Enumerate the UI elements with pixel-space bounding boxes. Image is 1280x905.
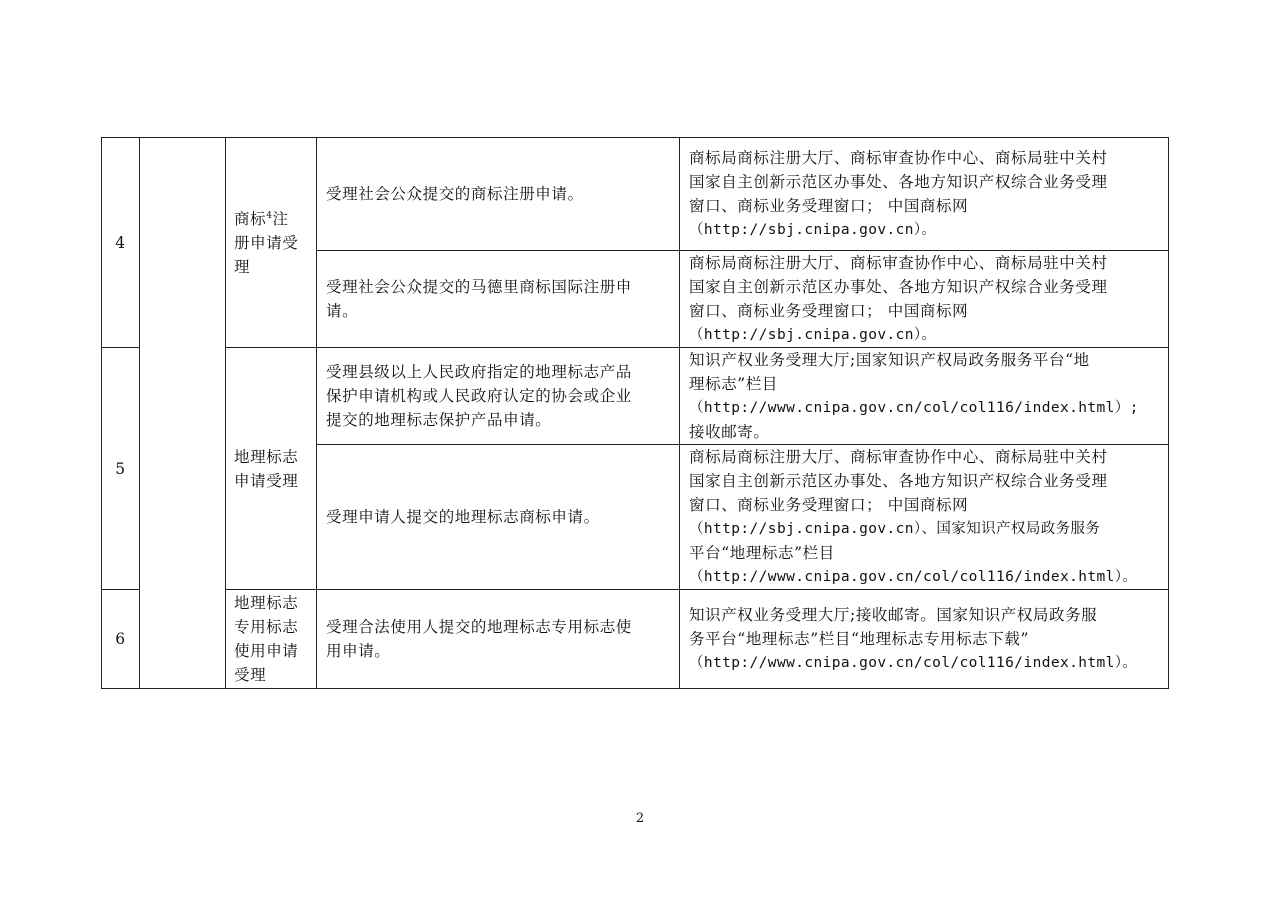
row-number: 5 — [102, 348, 140, 590]
location-cell: 商标局商标注册大厅、商标审查协作中心、商标局驻中关村 国家自主创新示范区办事处、各地方知识产权综合业务受理 窗口、商标业务受理窗口； 中国商标网 （http://sbj.cnipa.gov.cn）。 — [680, 138, 1169, 251]
description-cell: 受理社会公众提交的马德里商标国际注册申 请。 — [317, 251, 680, 348]
table-row — [102, 348, 1169, 445]
location-cell: 知识产权业务受理大厅;国家知识产权局政务服务平台“地 理标志”栏目 （http://www.cnipa.gov.cn/col/col116/index.html）; 接收邮寄。 — [680, 348, 1169, 445]
description-cell: 受理县级以上人民政府指定的地理标志产品 保护申请机构或人民政府认定的协会或企业 提交的地理标志保护产品申请。 — [317, 348, 680, 445]
description-cell: 受理合法使用人提交的地理标志专用标志使 用申请。 — [317, 590, 680, 689]
description-cell: 受理社会公众提交的商标注册申请。 — [317, 138, 680, 251]
row-number: 4 — [102, 138, 140, 348]
item-name-cell: 地理标志 申请受理 — [226, 348, 317, 590]
item-name-cell: 地理标志 专用标志 使用申请 受理 — [226, 590, 317, 689]
location-cell: 知识产权业务受理大厅;接收邮寄。国家知识产权局政务服 务平台“地理标志”栏目“地理标志专用标志下载” （http://www.cnipa.gov.cn/col/col116/index.html）。 — [680, 590, 1169, 689]
table-row — [102, 590, 1169, 689]
page-number: 2 — [635, 811, 645, 826]
location-cell: 商标局商标注册大厅、商标审查协作中心、商标局驻中关村 国家自主创新示范区办事处、各地方知识产权综合业务受理 窗口、商标业务受理窗口； 中国商标网 （http://sbj.cnipa.gov.cn）。 — [680, 251, 1169, 348]
table-row — [102, 138, 1169, 251]
item-name-cell: 商标$^4$注 册申请受 理 — [226, 138, 317, 348]
description-cell: 受理申请人提交的地理标志商标申请。 — [317, 445, 680, 590]
row-number: 6 — [102, 590, 140, 689]
blank-category-cell — [140, 138, 226, 689]
service-table — [101, 137, 1169, 689]
location-cell: 商标局商标注册大厅、商标审查协作中心、商标局驻中关村 国家自主创新示范区办事处、各地方知识产权综合业务受理 窗口、商标业务受理窗口； 中国商标网 （http://sbj.cnipa.gov.cn）、国家知识产权局政务服务 平台“地理标志”栏目 （http://www.cnipa.gov.cn/col/col116/index.html）。 — [680, 445, 1169, 590]
